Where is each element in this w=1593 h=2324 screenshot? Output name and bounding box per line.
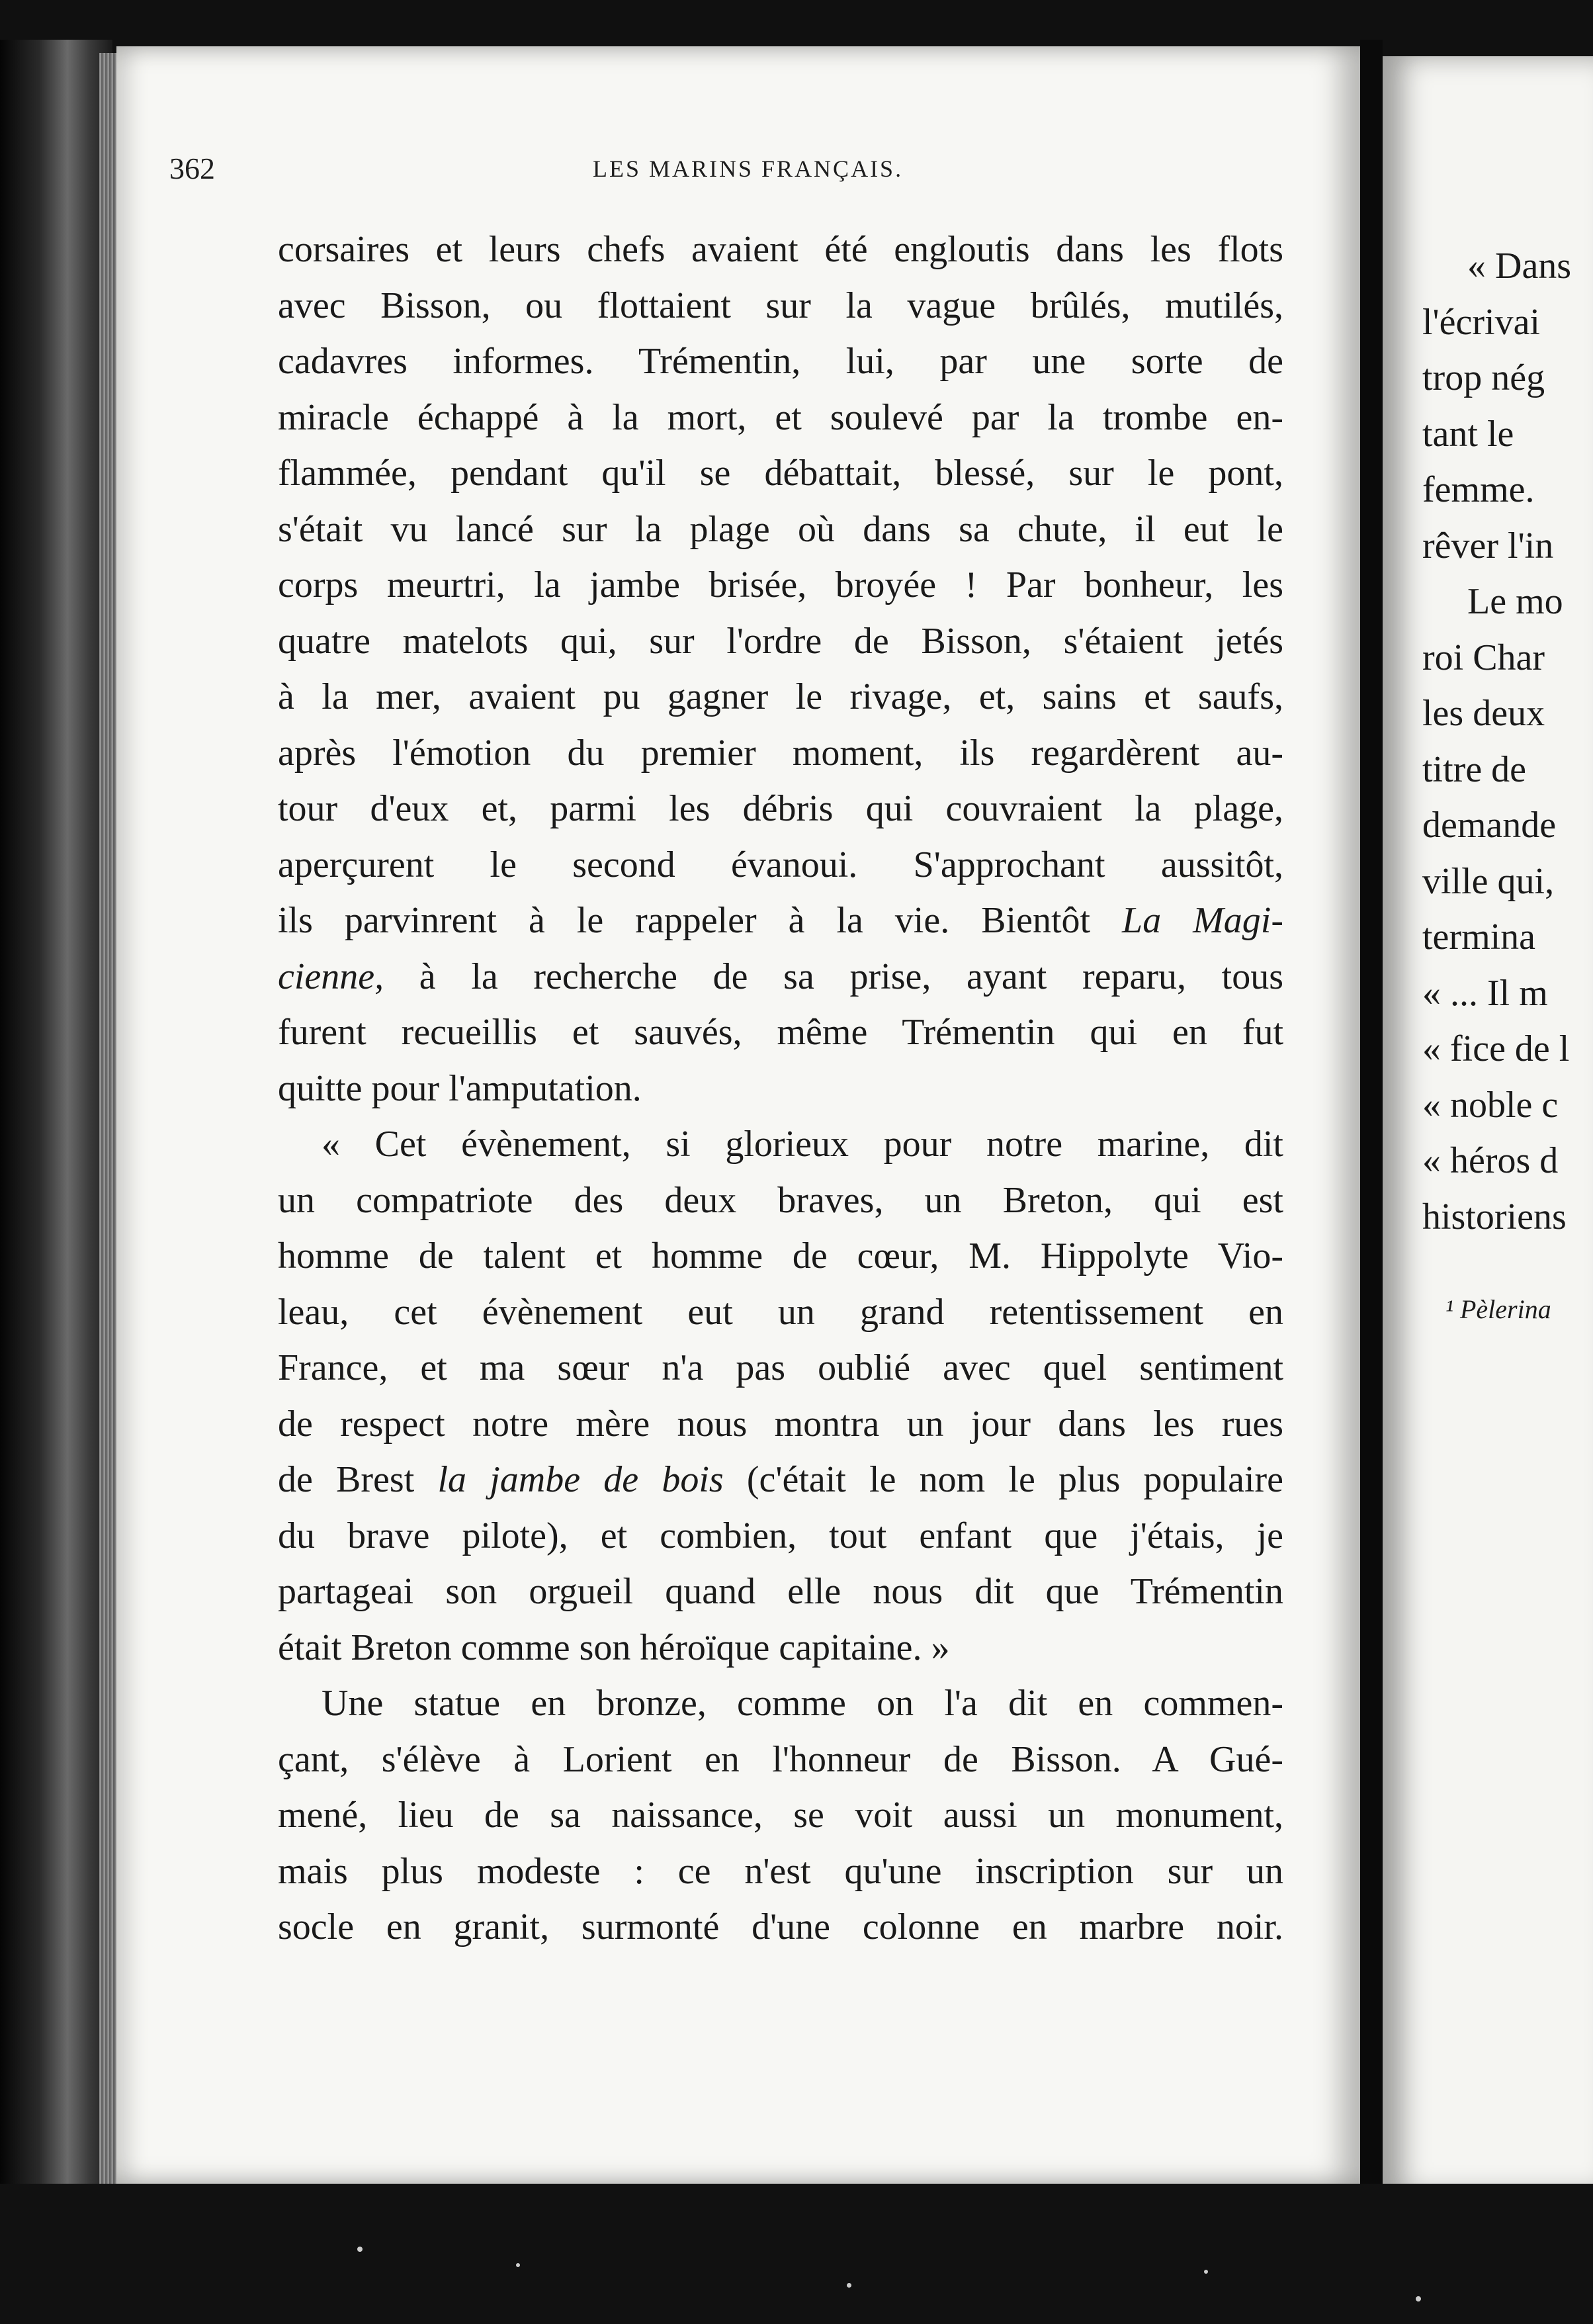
- right-text-line: tant le: [1422, 413, 1514, 455]
- page-gutter: [1360, 40, 1383, 2204]
- right-text-line: trop nég: [1422, 357, 1545, 398]
- right-text-line: les deux: [1422, 693, 1545, 734]
- book-binding: [0, 40, 112, 2197]
- text-line: quatre matelots qui, sur l'ordre de Bisson, s'étaient jetés: [278, 620, 1283, 662]
- text-run: à la recherche de sa prise, ayant reparu, tous: [419, 956, 1283, 997]
- right-text-line: Le mo: [1467, 581, 1563, 622]
- text-line: s'était vu lancé sur la plage où dans sa chute, il eut le: [278, 508, 1283, 550]
- text-line: homme de talent et homme de cœur, M. Hippolyte Vio-: [278, 1235, 1283, 1276]
- text-line: corps meurtri, la jambe brisée, broyée ! Par bonheur, les: [278, 564, 1283, 605]
- text-line: après l'émotion du premier moment, ils regardèrent au-: [278, 732, 1283, 774]
- right-page-footnote: ¹ Pèlerina: [1445, 1294, 1551, 1324]
- text-line: du brave pilote), et combien, tout enfant que j'étais, je: [278, 1515, 1283, 1556]
- text-line: mais plus modeste : ce n'est qu'une inscription sur un: [278, 1850, 1283, 1892]
- text-line: çant, s'élève à Lorient en l'honneur de Bisson. A Gué-: [278, 1738, 1283, 1780]
- page-number: 362: [169, 152, 215, 185]
- text-line: mené, lieu de sa naissance, se voit aussi un monument,: [278, 1795, 1283, 1836]
- text-line: Une statue en bronze, comme on l'a dit en commen-: [322, 1683, 1283, 1724]
- text-line-mixed: [278, 949, 1283, 1005]
- right-text-line: femme.: [1422, 469, 1535, 510]
- text-run: de Brest: [278, 1459, 415, 1500]
- text-line: avec Bisson, ou flottaient sur la vague brûlés, mutilés,: [278, 285, 1283, 326]
- text-line: cadavres informes. Trémentin, lui, par une sorte de: [278, 341, 1283, 382]
- right-text-line: roi Char: [1422, 637, 1545, 678]
- right-text-line: « héros d: [1422, 1140, 1559, 1181]
- right-text-line: « fice de l: [1422, 1028, 1570, 1069]
- dust-speck: [357, 2247, 363, 2252]
- text-line: flammée, pendant qu'il se débattait, blessé, sur le pont,: [278, 453, 1283, 494]
- text-line: était Breton comme son héroïque capitaine. »: [278, 1627, 950, 1668]
- dust-speck: [1204, 2270, 1208, 2274]
- text-run: (c'était le nom le plus populaire: [746, 1459, 1284, 1500]
- text-line: socle en granit, surmonté d'une colonne en marbre noir.: [278, 1906, 1283, 1947]
- text-line: à la mer, avaient pu gagner le rivage, et, sains et saufs,: [278, 676, 1283, 717]
- text-line: quitte pour l'amputation.: [278, 1067, 642, 1109]
- text-run: ils parvinrent à le rappeler à la vie. Bientôt: [278, 900, 1091, 941]
- dust-speck: [516, 2263, 520, 2267]
- running-title: LES MARINS FRANÇAIS.: [593, 156, 904, 182]
- right-page-text: [1422, 238, 1593, 1245]
- italic-run: la jambe de bois: [437, 1459, 724, 1500]
- italic-run: La Magi-: [1122, 900, 1284, 941]
- page-edges: [99, 53, 116, 2190]
- text-line: partageai son orgueil quand elle nous dit que Trémentin: [278, 1571, 1283, 1612]
- right-text-line: l'écrivai: [1422, 301, 1540, 343]
- text-line: leau, cet évènement eut un grand retentissement en: [278, 1291, 1283, 1333]
- right-text-line: titre de: [1422, 748, 1527, 790]
- text-line: « Cet évènement, si glorieux pour notre marine, dit: [322, 1124, 1283, 1165]
- dust-speck: [1416, 2296, 1421, 2302]
- text-line: corsaires et leurs chefs avaient été engloutis dans les flots: [278, 229, 1283, 270]
- italic-run: cienne,: [278, 956, 384, 997]
- body-text: [278, 222, 1283, 1955]
- right-text-line: historiens: [1422, 1196, 1567, 1237]
- running-head: [169, 151, 1254, 197]
- text-line: aperçurent le second évanoui. S'approchant aussitôt,: [278, 844, 1283, 885]
- text-line: France, et ma sœur n'a pas oublié avec quel sentiment: [278, 1347, 1283, 1388]
- text-line: tour d'eux et, parmi les débris qui couvraient la plage,: [278, 788, 1283, 829]
- text-line: de respect notre mère nous montra un jour dans les rues: [278, 1403, 1283, 1445]
- text-line-mixed: [278, 893, 1283, 949]
- right-text-line: rêver l'in: [1422, 525, 1554, 566]
- right-text-line: termina: [1422, 916, 1536, 958]
- right-text-line: demande: [1422, 805, 1557, 846]
- dust-speck: [847, 2283, 851, 2288]
- text-line-mixed: [278, 1452, 1283, 1508]
- text-line: un compatriote des deux braves, un Breton, qui est: [278, 1179, 1283, 1221]
- scan-background: [0, 2184, 1593, 2324]
- text-line: furent recueillis et sauvés, même Trémentin qui en fut: [278, 1012, 1283, 1053]
- right-text-line: « Dans: [1467, 246, 1572, 287]
- right-text-line: « noble c: [1422, 1084, 1559, 1126]
- text-line: miracle échappé à la mort, et soulevé par la trombe en-: [278, 396, 1283, 438]
- right-text-line: ville qui,: [1422, 860, 1555, 902]
- right-text-line: « ... Il m: [1422, 972, 1548, 1014]
